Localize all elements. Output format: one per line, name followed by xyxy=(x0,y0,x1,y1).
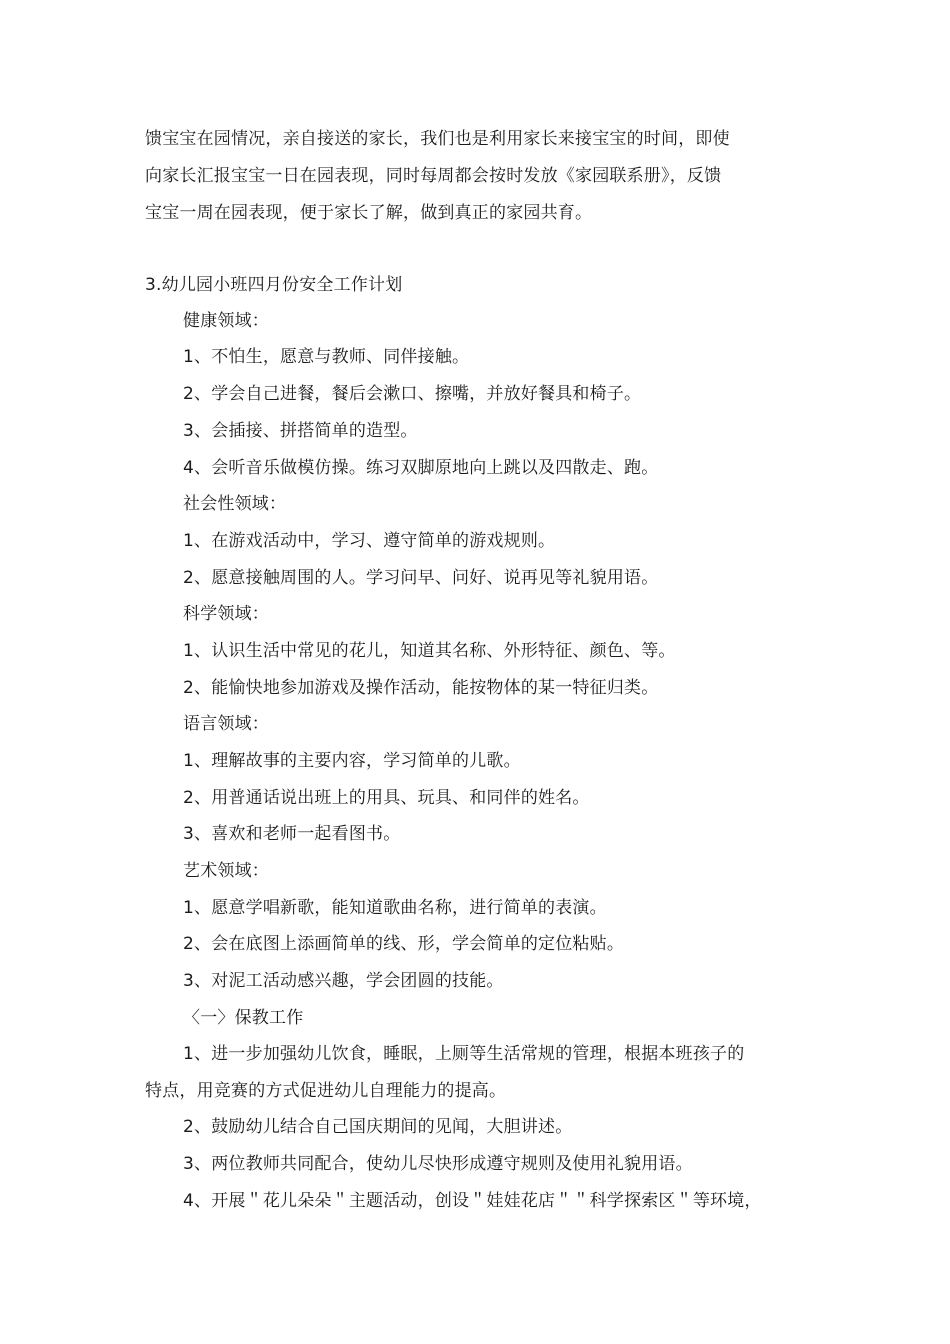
care-item-1-line-2: 特点，用竞赛的方式促进幼儿自理能力的提高。 xyxy=(145,1081,507,1101)
care-item-1-line-1: 1、进一步加强幼儿饮食，睡眠，上厕等生活常规的管理，根据本班孩子的 xyxy=(183,1044,745,1064)
health-item-2: 2、学会自己进餐，餐后会漱口、擦嘴，并放好餐具和椅子。 xyxy=(183,384,642,404)
art-item-2: 2、会在底图上添画简单的线、形，学会简单的定位粘贴。 xyxy=(183,934,625,954)
language-item-1: 1、理解故事的主要内容，学习简单的儿歌。 xyxy=(183,751,521,771)
intro-line-1: 馈宝宝在园情况，亲自接送的家长，我们也是利用家长来接宝宝的时间，即使 xyxy=(145,129,730,149)
section-title: 3.幼儿园小班四月份安全工作计划 xyxy=(145,275,403,295)
art-heading: 艺术领域： xyxy=(183,861,269,881)
care-heading: 〈一〉保教工作 xyxy=(183,1008,304,1028)
intro-line-3: 宝宝一周在园表现，便于家长了解，做到真正的家园共育。 xyxy=(145,203,593,223)
language-item-3: 3、喜欢和老师一起看图书。 xyxy=(183,824,401,844)
science-heading: 科学领域： xyxy=(183,604,269,624)
social-item-1: 1、在游戏活动中，学习、遵守简单的游戏规则。 xyxy=(183,531,556,551)
language-item-2: 2、用普通话说出班上的用具、玩具、和同伴的姓名。 xyxy=(183,788,590,808)
health-item-1: 1、不怕生，愿意与教师、同伴接触。 xyxy=(183,347,470,367)
science-item-2: 2、能愉快地参加游戏及操作活动，能按物体的某一特征归类。 xyxy=(183,678,659,698)
intro-line-2: 向家长汇报宝宝一日在园表现，同时每周都会按时发放《家园联系册》，反馈 xyxy=(145,166,722,186)
social-heading: 社会性领域： xyxy=(183,494,287,514)
care-item-4: 4、开展＂花儿朵朵＂主题活动，创设＂娃娃花店＂＂科学探索区＂等环境， xyxy=(183,1191,762,1211)
health-heading: 健康领域： xyxy=(183,311,269,331)
health-item-3: 3、会插接、拼搭简单的造型。 xyxy=(183,421,418,441)
science-item-1: 1、认识生活中常见的花儿，知道其名称、外形特征、颜色、等。 xyxy=(183,641,676,661)
social-item-2: 2、愿意接触周围的人。学习问早、问好、说再见等礼貌用语。 xyxy=(183,568,659,588)
health-item-4: 4、会听音乐做模仿操。练习双脚原地向上跳以及四散走、跑。 xyxy=(183,458,659,478)
art-item-1: 1、愿意学唱新歌，能知道歌曲名称，进行简单的表演。 xyxy=(183,898,607,918)
care-item-2: 2、鼓励幼儿结合自己国庆期间的见闻，大胆讲述。 xyxy=(183,1117,573,1137)
art-item-3: 3、对泥工活动感兴趣，学会团圆的技能。 xyxy=(183,971,504,991)
language-heading: 语言领域： xyxy=(183,714,269,734)
care-item-3: 3、两位教师共同配合，使幼儿尽快形成遵守规则及使用礼貌用语。 xyxy=(183,1154,693,1174)
